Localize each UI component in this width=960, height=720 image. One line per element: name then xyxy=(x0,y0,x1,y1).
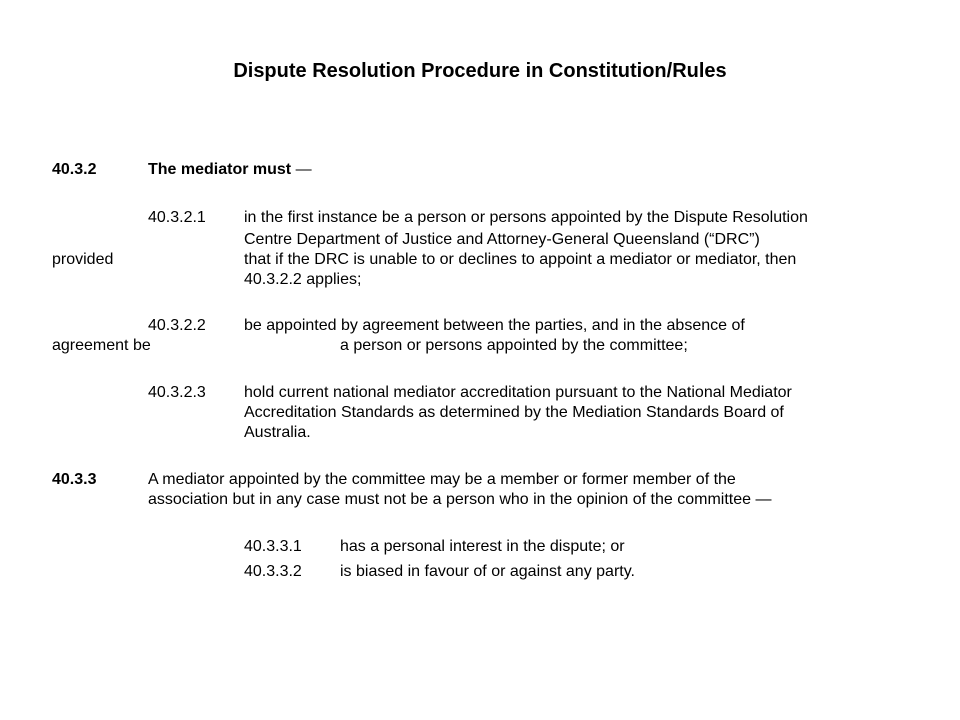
clause-number-40-3-2: 40.3.2 xyxy=(52,161,97,178)
clause-text-line: Centre Department of Justice and Attorney-General Queensland (“DRC”) xyxy=(244,231,760,248)
clause-text-line: hold current national mediator accreditation pursuant to the National Mediator xyxy=(244,384,792,401)
clause-number-40-3-2-2: 40.3.2.2 xyxy=(148,317,206,334)
clause-number-40-3-3-1: 40.3.3.1 xyxy=(244,538,302,555)
clause-text-line: Australia. xyxy=(244,424,311,441)
clause-number-40-3-2-1: 40.3.2.1 xyxy=(148,209,206,226)
clause-heading-40-3-2 xyxy=(148,160,312,179)
clause-text-line: be appointed by agreement between the parties, and in the absence of xyxy=(244,317,745,334)
clause-text-line: in the first instance be a person or persons appointed by the Dispute Resolution xyxy=(244,209,808,226)
clause-text-line: A mediator appointed by the committee may be a member or former member of the xyxy=(148,471,736,488)
clause-text-line: association but in any case must not be a person who in the opinion of the committee — xyxy=(148,491,772,508)
clause-text-line: has a personal interest in the dispute; or xyxy=(340,538,625,555)
clause-hanging-word: agreement be xyxy=(52,337,151,354)
clause-number-40-3-3: 40.3.3 xyxy=(52,471,97,488)
clause-text-line: a person or persons appointed by the committee; xyxy=(340,337,688,354)
clause-heading-text: The mediator must xyxy=(148,161,292,178)
clause-text-line: that if the DRC is unable to or declines to appoint a mediator or mediator, then xyxy=(244,251,797,268)
clause-heading-dash: — xyxy=(291,161,312,178)
clause-number-40-3-2-3: 40.3.2.3 xyxy=(148,384,206,401)
clause-text-line: Accreditation Standards as determined by the Mediation Standards Board of xyxy=(244,404,784,421)
clause-hanging-word: provided xyxy=(52,251,114,268)
clause-text-line: is biased in favour of or against any party. xyxy=(340,563,635,580)
clause-text-line: 40.3.2.2 applies; xyxy=(244,271,362,288)
page-title: Dispute Resolution Procedure in Constitution/Rules xyxy=(233,60,727,82)
clause-number-40-3-3-2: 40.3.3.2 xyxy=(244,563,302,580)
